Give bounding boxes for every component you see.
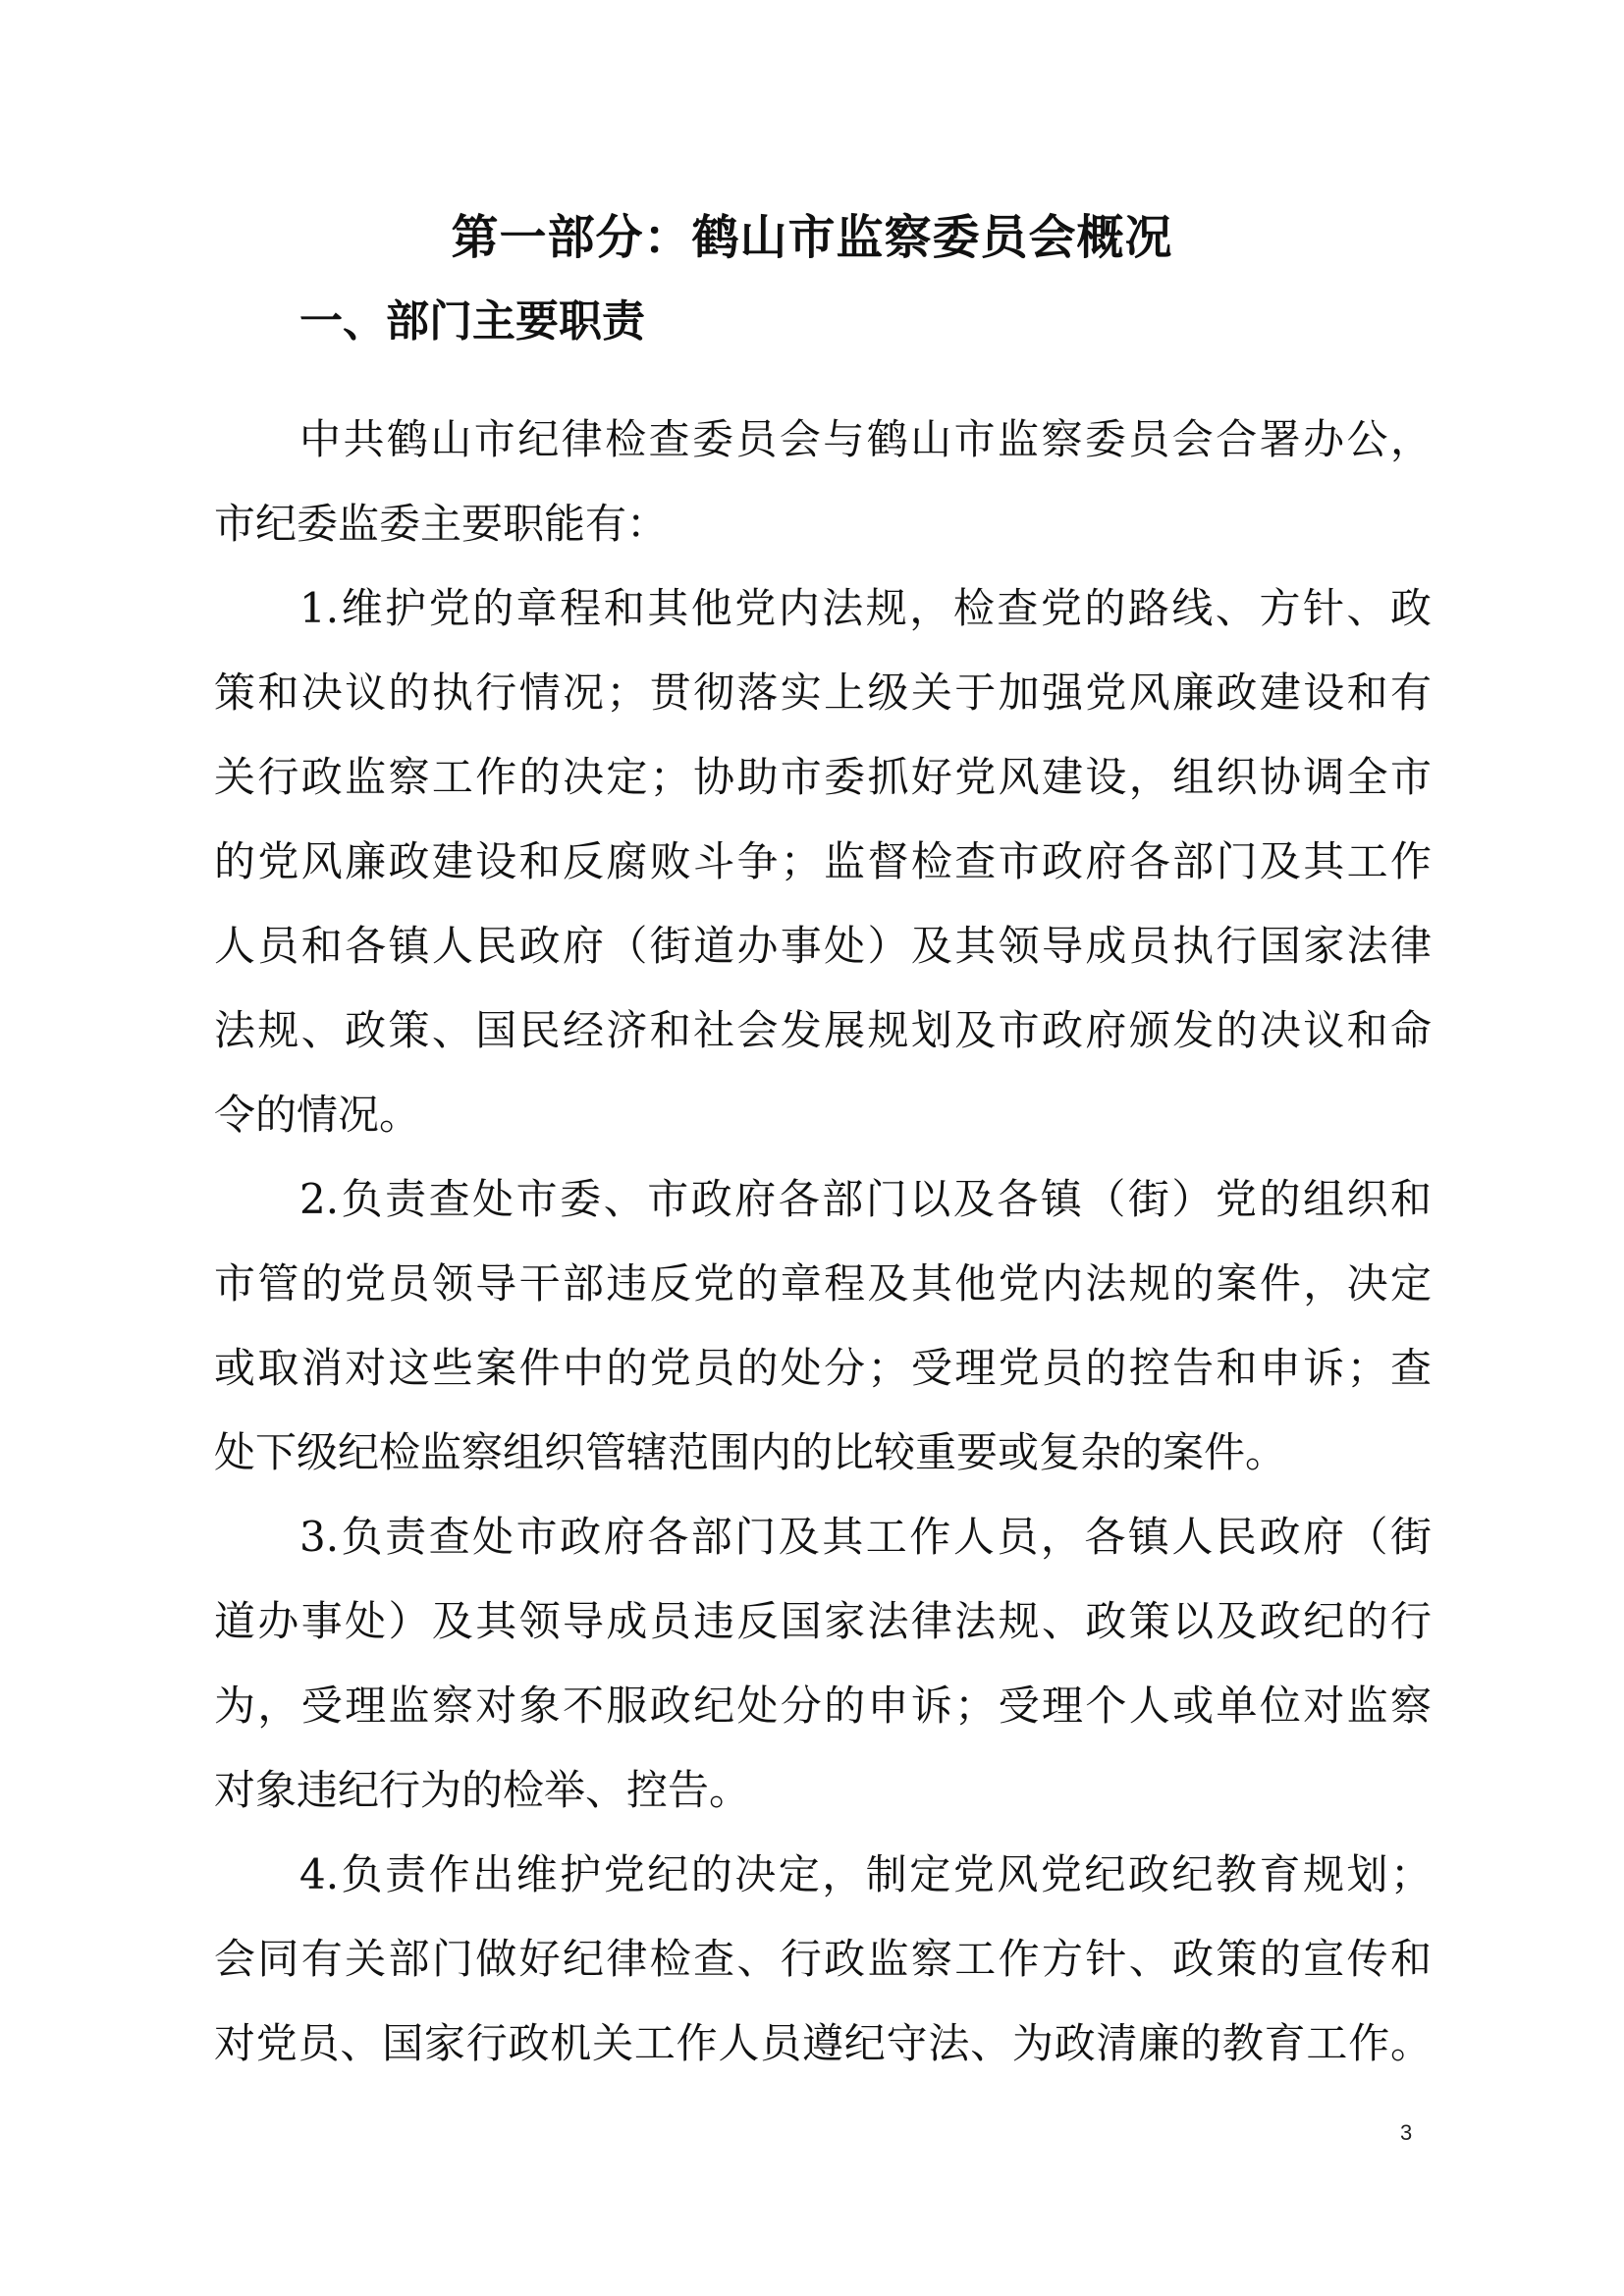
page-number: 3 <box>1400 2120 1413 2145</box>
page-title: 第一部分：鹤山市监察委员会概况 <box>451 210 1173 265</box>
text-line: 1.维护党的章程和其他党内法规，检查党的路线、方针、政 <box>299 584 1432 632</box>
text-line: 道办事处）及其领导成员违反国家法律法规、政策以及政纪的行 <box>214 1597 1432 1645</box>
text-line: 市管的党员领导干部违反党的章程及其他党内法规的案件，决定 <box>214 1259 1432 1308</box>
text-line: 3.负责查处市政府各部门及其工作人员，各镇人民政府（街 <box>299 1513 1432 1561</box>
text-line: 的党风廉政建设和反腐败斗争；监督检查市政府各部门及其工作 <box>214 837 1432 885</box>
text-line: 4.负责作出维护党纪的决定，制定党风党纪政纪教育规划； <box>299 1850 1432 1898</box>
text-line: 中共鹤山市纪律检查委员会与鹤山市监察委员会合署办公， <box>299 415 1432 463</box>
text-line: 处下级纪检监察组织管辖范围内的比较重要或复杂的案件。 <box>214 1428 1287 1476</box>
text-line: 对象违纪行为的检举、控告。 <box>214 1766 751 1814</box>
text-line: 市纪委监委主要职能有： <box>214 500 669 548</box>
section-heading: 一、部门主要职责 <box>299 296 645 347</box>
text-line: 法规、政策、国民经济和社会发展规划及市政府颁发的决议和命 <box>214 1006 1432 1054</box>
text-line: 人员和各镇人民政府（街道办事处）及其领导成员执行国家法律 <box>214 922 1432 970</box>
text-line: 令的情况。 <box>214 1091 421 1139</box>
text-line: 策和决议的执行情况；贯彻落实上级关于加强党风廉政建设和有 <box>214 668 1432 717</box>
text-line: 为，受理监察对象不服政纪处分的申诉；受理个人或单位对监察 <box>214 1682 1432 1730</box>
text-line: 或取消对这些案件中的党员的处分；受理党员的控告和申诉；查 <box>214 1344 1432 1392</box>
text-line: 会同有关部门做好纪律检查、行政监察工作方针、政策的宣传和 <box>214 1935 1432 1983</box>
text-line: 关行政监察工作的决定；协助市委抓好党风建设，组织协调全市 <box>214 753 1432 801</box>
text-line: 2.负责查处市委、市政府各部门以及各镇（街）党的组织和 <box>299 1175 1432 1223</box>
text-line: 对党员、国家行政机关工作人员遵纪守法、为政清廉的教育工作。 <box>214 2019 1432 2067</box>
